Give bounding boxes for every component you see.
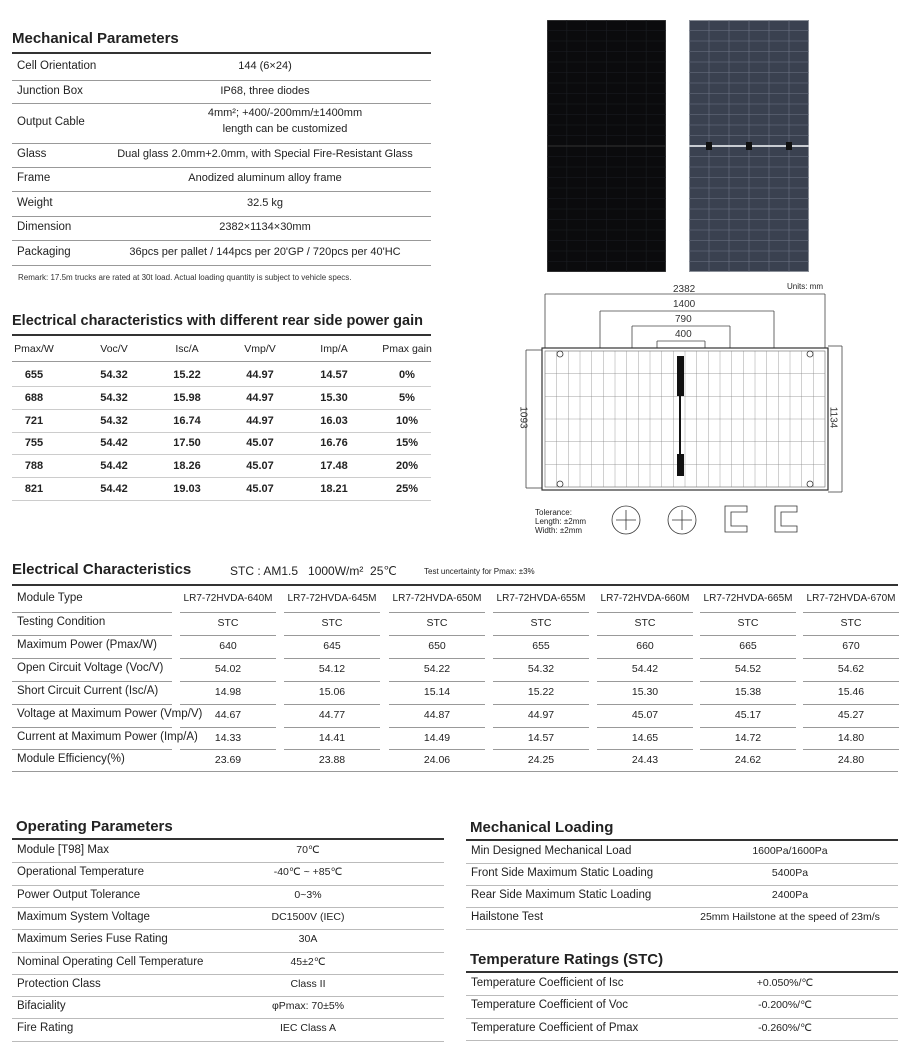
mechanical-row-rule xyxy=(12,80,431,81)
electrical-cell-rule xyxy=(389,681,485,682)
rear-gain-title: Electrical characteristics with different rear side power gain xyxy=(12,313,423,329)
rear-gain-header: Isc/A xyxy=(175,343,199,355)
electrical-cell-rule xyxy=(803,704,899,705)
electrical-cell-rule xyxy=(180,704,276,705)
rear-gain-cell: 688 xyxy=(24,391,44,404)
mechanical-row-rule xyxy=(12,216,431,217)
electrical-bottom-rule xyxy=(12,771,898,772)
electrical-cell: 15.14 xyxy=(423,686,451,698)
mechanical-top-rule xyxy=(12,52,431,54)
temperature-row-value: +0.050%/℃ xyxy=(756,977,814,989)
loading-row-label: Rear Side Maximum Static Loading xyxy=(471,889,652,901)
temperature-top-rule xyxy=(466,971,898,973)
electrical-cell: 14.72 xyxy=(734,732,762,744)
operating-row-label: Operational Temperature xyxy=(17,866,144,879)
tolerance-width: Width: ±2mm xyxy=(535,526,583,535)
rear-gain-cell: 54.32 xyxy=(100,414,128,427)
electrical-cell: 640 xyxy=(219,640,237,652)
electrical-cell: 14.98 xyxy=(214,686,242,698)
loading-row-value: 2400Pa xyxy=(771,889,809,901)
operating-row-label: Power Output Tolerance xyxy=(17,888,141,901)
electrical-cell: STC xyxy=(634,617,656,629)
dim-1134: 1134 xyxy=(827,406,839,429)
rear-gain-row-rule xyxy=(12,409,431,410)
dim-1400: 1400 xyxy=(673,299,696,310)
temperature-row-value: -0.200%/℃ xyxy=(758,999,812,1012)
operating-row-value: 45±2℃ xyxy=(290,955,326,968)
rear-gain-cell: 19.03 xyxy=(173,483,201,495)
electrical-label-rule xyxy=(12,612,172,613)
mechanical-title: Mechanical Parameters xyxy=(12,30,179,47)
loading-row-value: 1600Pa/1600Pa xyxy=(752,845,828,857)
mechanical-row-value: 32.5 kg xyxy=(246,196,284,209)
electrical-cell: 665 xyxy=(739,640,757,652)
electrical-cell: 45.07 xyxy=(631,709,659,721)
temperature-row-value: -0.260%/℃ xyxy=(758,1021,812,1034)
electrical-cell-rule xyxy=(284,727,380,728)
mechanical-row-value: 36pcs per pallet / 144pcs per 20'GP / 720pcs per 40'HC xyxy=(129,245,401,258)
loading-row-rule xyxy=(466,907,898,908)
rear-gain-cell: 45.07 xyxy=(246,483,274,495)
rear-gain-cell: 25% xyxy=(395,483,419,495)
operating-row-rule xyxy=(12,862,444,863)
electrical-row-label: Module Type xyxy=(17,592,83,604)
operating-row-rule xyxy=(12,885,444,886)
operating-row-label: Fire Rating xyxy=(17,1022,74,1035)
electrical-cell-rule xyxy=(180,635,276,636)
electrical-cell-rule xyxy=(493,704,589,705)
electrical-cell-rule xyxy=(389,658,485,659)
electrical-cell-rule xyxy=(284,658,380,659)
operating-row-value: 70℃ xyxy=(296,844,320,856)
dim-790: 790 xyxy=(675,314,692,325)
electrical-row-label: Testing Condition xyxy=(17,616,106,628)
electrical-cell: 655 xyxy=(532,640,550,652)
rear-gain-header: Voc/V xyxy=(100,343,128,355)
electrical-cell-rule xyxy=(284,635,380,636)
electrical-cell-rule xyxy=(803,612,899,613)
electrical-row-label: Module Efficiency(%) xyxy=(17,753,125,765)
electrical-cell: 54.22 xyxy=(423,663,451,675)
rear-gain-row-rule xyxy=(12,386,431,387)
operating-row-rule xyxy=(12,929,444,930)
electrical-cell-rule xyxy=(180,727,276,728)
rear-gain-row-rule xyxy=(12,477,431,478)
rear-gain-cell: 655 xyxy=(24,369,44,381)
electrical-label-rule xyxy=(12,727,172,728)
electrical-cell-rule xyxy=(493,727,589,728)
electrical-cell-rule xyxy=(700,704,796,705)
temperature-row-label: Temperature Coefficient of Isc xyxy=(471,977,624,989)
electrical-cell-rule xyxy=(284,681,380,682)
rear-gain-cell: 44.97 xyxy=(246,414,274,427)
rear-gain-cell: 54.32 xyxy=(100,391,128,404)
mechanical-row-label: Output Cable xyxy=(17,116,85,128)
rear-gain-cell: 44.97 xyxy=(246,391,274,404)
electrical-cell-rule xyxy=(180,658,276,659)
operating-row-value: -40℃ ~ +85℃ xyxy=(273,866,343,879)
electrical-cell: STC xyxy=(426,617,448,629)
rear-gain-cell: 44.97 xyxy=(246,369,274,381)
operating-top-rule xyxy=(12,838,444,840)
electrical-cell-rule xyxy=(597,727,693,728)
temperature-title: Temperature Ratings (STC) xyxy=(470,951,664,968)
electrical-cell-rule xyxy=(803,658,899,659)
electrical-cell: 14.65 xyxy=(631,732,659,744)
rear-gain-row-rule xyxy=(12,500,431,501)
electrical-cell-rule xyxy=(493,658,589,659)
rear-gain-cell: 54.42 xyxy=(100,460,128,473)
electrical-cell: 45.17 xyxy=(734,709,762,721)
operating-row-value: 0~3% xyxy=(294,888,322,901)
loading-row-label: Min Designed Mechanical Load xyxy=(471,845,632,857)
electrical-cell: 15.22 xyxy=(527,686,555,698)
mechanical-row-rule xyxy=(12,265,431,266)
electrical-cell: 15.30 xyxy=(631,686,659,698)
electrical-cell-rule xyxy=(597,704,693,705)
electrical-cell: 15.38 xyxy=(734,686,762,698)
rear-gain-cell: 0% xyxy=(399,369,415,381)
rear-gain-cell: 15.30 xyxy=(320,391,348,404)
rear-gain-cell: 54.32 xyxy=(100,369,128,381)
dim-1093: 1093 xyxy=(517,406,529,429)
electrical-cell: LR7-72HVDA-660M xyxy=(600,593,690,604)
electrical-cell: 14.49 xyxy=(423,732,451,744)
electrical-cell: 54.62 xyxy=(837,663,865,675)
mechanical-row-rule xyxy=(12,191,431,192)
rear-gain-cell: 16.03 xyxy=(320,414,348,427)
mechanical-row-rule xyxy=(12,240,431,241)
tolerance-title: Tolerance: xyxy=(535,508,572,517)
electrical-cell: 24.62 xyxy=(734,754,762,766)
rear-gain-cell: 45.07 xyxy=(246,460,274,473)
rear-gain-header: Pmax/W xyxy=(14,343,54,355)
electrical-cell-rule xyxy=(493,612,589,613)
loading-row-value: 25mm Hailstone at the speed of 23m/s xyxy=(700,911,880,923)
electrical-cell: LR7-72HVDA-650M xyxy=(392,593,482,604)
operating-row-rule xyxy=(12,952,444,953)
electrical-cell-rule xyxy=(803,635,899,636)
electrical-cell: 54.42 xyxy=(631,663,659,675)
electrical-cell: 44.67 xyxy=(214,709,242,721)
electrical-cell: 24.25 xyxy=(527,754,555,766)
loading-row-rule xyxy=(466,929,898,930)
electrical-label-rule xyxy=(12,658,172,659)
electrical-cell: LR7-72HVDA-645M xyxy=(287,593,377,604)
electrical-label-rule xyxy=(12,681,172,682)
mechanical-row-value: 144 (6×24) xyxy=(238,60,292,72)
rear-gain-cell: 17.50 xyxy=(173,437,201,450)
electrical-cell: 670 xyxy=(842,640,860,652)
electrical-cell-rule xyxy=(597,749,693,750)
rear-gain-cell: 16.74 xyxy=(173,414,201,427)
rear-gain-cell: 18.21 xyxy=(320,483,348,495)
operating-row-label: Maximum Series Fuse Rating xyxy=(17,933,168,946)
rear-gain-cell: 755 xyxy=(24,437,44,450)
electrical-cell-rule xyxy=(180,681,276,682)
electrical-cell-rule xyxy=(493,681,589,682)
mechanical-row-value: Anodized aluminum alloy frame xyxy=(188,172,342,184)
rear-gain-cell: 15.98 xyxy=(173,391,201,404)
rear-gain-cell: 17.48 xyxy=(320,460,348,473)
rear-gain-cell: 16.76 xyxy=(320,437,348,450)
operating-row-value: Class II xyxy=(290,977,326,990)
electrical-cell: 54.02 xyxy=(214,663,242,675)
electrical-cell: 24.06 xyxy=(423,754,451,766)
operating-row-value: φPmax: 70±5% xyxy=(271,1000,345,1013)
electrical-cell: 23.88 xyxy=(318,754,346,766)
electrical-cell-rule xyxy=(803,727,899,728)
electrical-cell: 54.32 xyxy=(527,663,555,675)
dim-400: 400 xyxy=(675,329,692,340)
operating-row-rule xyxy=(12,1041,444,1042)
electrical-cell-rule xyxy=(284,612,380,613)
rear-gain-header: Vmp/V xyxy=(244,343,276,355)
rear-gain-row-rule xyxy=(12,432,431,433)
electrical-cell: STC xyxy=(530,617,552,629)
electrical-cell: 14.41 xyxy=(318,732,346,744)
electrical-row-label: Short Circuit Current (Isc/A) xyxy=(17,685,159,697)
rear-gain-row-rule xyxy=(12,454,431,455)
loading-row-value: 5400Pa xyxy=(771,867,809,879)
dim-2382: 2382 xyxy=(673,284,696,295)
electrical-cell-rule xyxy=(700,681,796,682)
temperature-row-label: Temperature Coefficient of Pmax xyxy=(471,1021,639,1034)
electrical-top-rule xyxy=(12,584,898,586)
electrical-cell-rule xyxy=(389,704,485,705)
mechanical-row-value-2: length can be customized xyxy=(222,123,348,135)
stc-condition: STC : AM1.5 1000W/m² 25℃ xyxy=(230,564,397,578)
electrical-cell-rule xyxy=(493,635,589,636)
rear-gain-cell: 15% xyxy=(395,437,419,450)
rear-gain-cell: 721 xyxy=(24,414,44,427)
operating-row-label: Maximum System Voltage xyxy=(17,910,150,923)
electrical-cell-rule xyxy=(180,612,276,613)
electrical-cell: 54.52 xyxy=(734,663,762,675)
electrical-row-label: Open Circuit Voltage (Voc/V) xyxy=(17,662,164,674)
operating-row-rule xyxy=(12,1018,444,1019)
electrical-cell: 44.77 xyxy=(318,709,346,721)
electrical-cell-rule xyxy=(180,749,276,750)
electrical-cell-rule xyxy=(700,635,796,636)
operating-row-value: DC1500V (IEC) xyxy=(271,910,345,923)
rear-gain-cell: 20% xyxy=(395,460,419,473)
electrical-cell-rule xyxy=(493,749,589,750)
electrical-cell: 24.80 xyxy=(837,754,865,766)
electrical-row-label: Maximum Power (Pmax/W) xyxy=(17,639,157,651)
operating-row-value: IEC Class A xyxy=(279,1022,337,1035)
mechanical-row-value: Dual glass 2.0mm+2.0mm, with Special Fire-Resistant Glass xyxy=(117,148,413,160)
electrical-cell: 645 xyxy=(323,640,341,652)
rear-gain-cell: 788 xyxy=(24,460,44,473)
electrical-cell-rule xyxy=(597,612,693,613)
mechanical-row-rule xyxy=(12,103,431,104)
mechanical-row-label: Weight xyxy=(17,196,53,209)
electrical-cell: STC xyxy=(321,617,343,629)
rear-gain-cell: 18.26 xyxy=(173,460,201,473)
operating-row-label: Nominal Operating Cell Temperature xyxy=(17,955,204,968)
operating-row-label: Module [T98] Max xyxy=(17,844,110,856)
rear-gain-cell: 821 xyxy=(24,483,44,495)
rear-gain-cell: 54.42 xyxy=(100,483,128,495)
electrical-cell-rule xyxy=(597,681,693,682)
electrical-cell: 15.06 xyxy=(318,686,346,698)
electrical-cell-rule xyxy=(700,749,796,750)
temperature-row-rule xyxy=(466,995,898,996)
electrical-cell: LR7-72HVDA-655M xyxy=(496,593,586,604)
electrical-label-rule xyxy=(12,635,172,636)
rear-gain-header: Imp/A xyxy=(320,343,348,355)
electrical-cell: 54.12 xyxy=(318,663,346,675)
mechanical-row-value: 4mm²; +400/-200mm/±1400mm xyxy=(207,107,363,119)
loading-row-rule xyxy=(466,885,898,886)
mechanical-row-rule xyxy=(12,167,431,168)
electrical-cell: 24.43 xyxy=(631,754,659,766)
operating-row-value: 30A xyxy=(298,933,318,946)
electrical-cell: 14.80 xyxy=(837,732,865,744)
mechanical-row-label: Frame xyxy=(17,172,51,184)
electrical-cell-rule xyxy=(389,727,485,728)
electrical-cell-rule xyxy=(389,612,485,613)
temperature-row-label: Temperature Coefficient of Voc xyxy=(471,999,629,1012)
electrical-cell-rule xyxy=(597,658,693,659)
electrical-cell-rule xyxy=(284,704,380,705)
mechanical-row-value: IP68, three diodes xyxy=(220,84,310,97)
mechanical-row-label: Glass xyxy=(17,148,47,160)
electrical-cell: STC xyxy=(737,617,759,629)
electrical-cell-rule xyxy=(803,681,899,682)
mechanical-row-label: Cell Orientation xyxy=(17,60,97,72)
tolerance-length: Length: ±2mm xyxy=(535,517,587,526)
mechanical-row-rule xyxy=(12,143,431,144)
operating-title: Operating Parameters xyxy=(16,818,173,835)
electrical-row-label: Current at Maximum Power (Imp/A) xyxy=(17,731,198,743)
test-uncertainty: Test uncertainty for Pmax: ±3% xyxy=(424,567,535,576)
operating-row-label: Protection Class xyxy=(17,977,101,990)
operating-row-label: Bifaciality xyxy=(17,1000,66,1013)
front-panel-image xyxy=(547,20,666,272)
operating-row-rule xyxy=(12,907,444,908)
electrical-cell-rule xyxy=(389,635,485,636)
loading-row-label: Hailstone Test xyxy=(471,911,544,923)
electrical-cell: LR7-72HVDA-640M xyxy=(183,593,273,604)
electrical-cell-rule xyxy=(700,612,796,613)
operating-row-rule xyxy=(12,996,444,997)
rear-gain-cell: 54.42 xyxy=(100,437,128,450)
electrical-row-label: Voltage at Maximum Power (Vmp/V) xyxy=(17,708,203,720)
electrical-cell: STC xyxy=(217,617,239,629)
electrical-cell: 660 xyxy=(636,640,654,652)
electrical-cell-rule xyxy=(803,749,899,750)
rear-gain-cell: 14.57 xyxy=(320,369,348,381)
electrical-cell: 45.27 xyxy=(837,709,865,721)
electrical-cell-rule xyxy=(389,749,485,750)
rear-gain-header-rule xyxy=(12,361,431,362)
rear-gain-cell: 45.07 xyxy=(246,437,274,450)
mechanical-row-label: Dimension xyxy=(17,221,72,233)
electrical-cell: 14.33 xyxy=(214,732,242,744)
electrical-cell: 15.46 xyxy=(837,686,865,698)
temperature-row-rule xyxy=(466,1040,898,1041)
rear-gain-cell: 15.22 xyxy=(173,369,201,381)
loading-row-label: Front Side Maximum Static Loading xyxy=(471,867,654,879)
electrical-cell-rule xyxy=(597,635,693,636)
rear-gain-top-rule xyxy=(12,334,431,336)
rear-gain-header: Pmax gain xyxy=(382,343,432,355)
loading-title: Mechanical Loading xyxy=(470,819,614,836)
temperature-row-rule xyxy=(466,1018,898,1019)
electrical-cell: 650 xyxy=(428,640,446,652)
electrical-cell: STC xyxy=(840,617,862,629)
electrical-cell: 23.69 xyxy=(214,754,242,766)
rear-panel-image xyxy=(689,20,809,272)
operating-row-rule xyxy=(12,974,444,975)
electrical-cell: 44.97 xyxy=(527,709,555,721)
electrical-cell-rule xyxy=(284,749,380,750)
rear-gain-cell: 5% xyxy=(399,391,415,404)
electrical-label-rule xyxy=(12,704,172,705)
mechanical-row-label: Junction Box xyxy=(17,84,83,97)
electrical-label-rule xyxy=(12,749,172,750)
electrical-cell: 14.57 xyxy=(527,732,555,744)
loading-top-rule xyxy=(466,839,898,841)
electrical-cell-rule xyxy=(700,658,796,659)
mechanical-row-label: Packaging xyxy=(17,245,71,258)
loading-row-rule xyxy=(466,863,898,864)
electrical-cell: 44.87 xyxy=(423,709,451,721)
mechanical-remark: Remark: 17.5m trucks are rated at 30t load. Actual loading quantity is subject to vehicle specs. xyxy=(18,273,352,282)
electrical-cell: LR7-72HVDA-665M xyxy=(703,593,793,604)
rear-gain-cell: 10% xyxy=(395,414,419,427)
electrical-cell-rule xyxy=(700,727,796,728)
electrical-title: Electrical Characteristics xyxy=(12,561,192,578)
units-label: Units: mm xyxy=(787,282,823,291)
mechanical-row-value: 2382×1134×30mm xyxy=(219,221,311,233)
electrical-cell: LR7-72HVDA-670M xyxy=(806,593,896,604)
